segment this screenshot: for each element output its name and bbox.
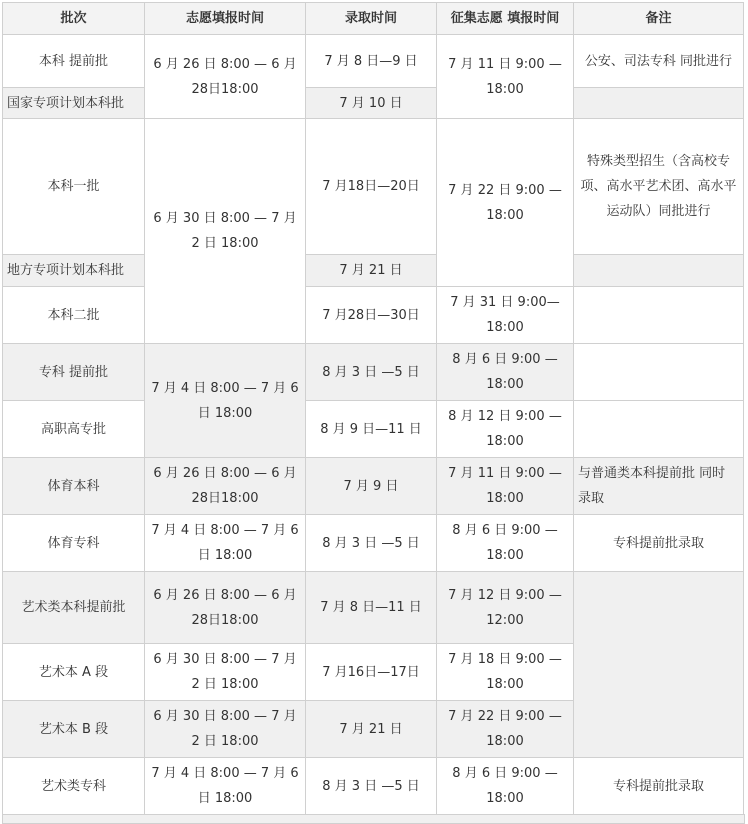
collect-time-cell: 8 月 6 日 9:00 — 18:00 — [436, 343, 574, 401]
fill-time-cell: 7 月 4 日 8:00 — 7 月 6 日 18:00 — [144, 343, 306, 458]
note-cell-empty — [573, 254, 744, 287]
admit-time-cell: 7 月 10 日 — [305, 87, 437, 119]
table-row-partial — [2, 814, 745, 824]
collect-time-cell: 8 月 6 日 9:00 — 18:00 — [436, 514, 574, 572]
admit-time-cell: 7 月 21 日 — [305, 700, 437, 758]
collect-time-cell: 7 月 18 日 9:00 — 18:00 — [436, 643, 574, 701]
fill-time-cell: 6 月 30 日 8:00 — 7 月 2 日 18:00 — [144, 700, 306, 758]
admit-time-cell: 8 月 3 日 —5 日 — [305, 343, 437, 401]
batch-cell: 体育本科 — [2, 457, 145, 515]
batch-cell: 本科 提前批 — [2, 34, 145, 88]
note-cell-empty — [573, 87, 744, 119]
collect-time-cell: 7 月 22 日 9:00 — 18:00 — [436, 700, 574, 758]
batch-cell: 本科一批 — [2, 118, 145, 255]
batch-cell: 国家专项计划本科批 — [2, 87, 145, 119]
fill-time-cell: 7 月 4 日 8:00 — 7 月 6 日 18:00 — [144, 757, 306, 815]
batch-cell: 艺术本 B 段 — [2, 700, 145, 758]
admit-time-cell: 7 月16日—17日 — [305, 643, 437, 701]
fill-time-cell: 6 月 30 日 8:00 — 7 月 2 日 18:00 — [144, 118, 306, 344]
batch-cell: 高职高专批 — [2, 400, 145, 458]
batch-cell: 艺术类专科 — [2, 757, 145, 815]
fill-time-cell: 6 月 26 日 8:00 — 6 月 28日18:00 — [144, 34, 306, 119]
note-cell: 专科提前批录取 — [573, 514, 744, 572]
admit-time-cell: 7 月 8 日—11 日 — [305, 571, 437, 644]
fill-time-cell: 6 月 30 日 8:00 — 7 月 2 日 18:00 — [144, 643, 306, 701]
admit-time-cell: 7 月18日—20日 — [305, 118, 437, 255]
collect-time-cell: 8 月 6 日 9:00 — 18:00 — [436, 757, 574, 815]
header-note: 备注 — [573, 2, 744, 35]
admit-time-cell: 8 月 3 日 —5 日 — [305, 514, 437, 572]
fill-time-cell: 7 月 4 日 8:00 — 7 月 6 日 18:00 — [144, 514, 306, 572]
batch-cell: 艺术本 A 段 — [2, 643, 145, 701]
admit-time-cell: 7 月 8 日—9 日 — [305, 34, 437, 88]
collect-time-cell: 7 月 12 日 9:00 — 12:00 — [436, 571, 574, 644]
admission-schedule-table — [3, 3, 745, 821]
collect-time-cell: 7 月 31 日 9:00— 18:00 — [436, 286, 574, 344]
note-cell: 与普通类本科提前批 同时录取 — [573, 457, 744, 515]
header-fill-time: 志愿填报时间 — [144, 2, 306, 35]
admit-time-cell: 7 月 9 日 — [305, 457, 437, 515]
admit-time-cell: 7 月 21 日 — [305, 254, 437, 287]
fill-time-cell: 6 月 26 日 8:00 — 6 月 28日18:00 — [144, 457, 306, 515]
admit-time-cell: 8 月 9 日—11 日 — [305, 400, 437, 458]
note-cell-empty — [573, 571, 744, 758]
note-cell: 特殊类型招生（含高校专项、高水平艺术团、高水平运动队）同批进行 — [573, 118, 744, 255]
batch-cell: 本科二批 — [2, 286, 145, 344]
admit-time-cell: 8 月 3 日 —5 日 — [305, 757, 437, 815]
note-cell: 公安、司法专科 同批进行 — [573, 34, 744, 88]
collect-time-cell: 8 月 12 日 9:00 — 18:00 — [436, 400, 574, 458]
batch-cell: 专科 提前批 — [2, 343, 145, 401]
admit-time-cell: 7 月28日—30日 — [305, 286, 437, 344]
note-cell-empty — [573, 286, 744, 344]
collect-time-cell: 7 月 11 日 9:00 — 18:00 — [436, 457, 574, 515]
collect-time-cell: 7 月 11 日 9:00 — 18:00 — [436, 34, 574, 119]
collect-time-cell: 7 月 22 日 9:00 — 18:00 — [436, 118, 574, 287]
fill-time-cell: 6 月 26 日 8:00 — 6 月 28日18:00 — [144, 571, 306, 644]
header-admit-time: 录取时间 — [305, 2, 437, 35]
batch-cell: 体育专科 — [2, 514, 145, 572]
note-cell: 专科提前批录取 — [573, 757, 744, 815]
batch-cell: 艺术类本科提前批 — [2, 571, 145, 644]
header-batch: 批次 — [2, 2, 145, 35]
header-collect-time: 征集志愿 填报时间 — [436, 2, 574, 35]
note-cell-empty — [573, 400, 744, 458]
batch-cell: 地方专项计划本科批 — [2, 254, 145, 287]
note-cell-empty — [573, 343, 744, 401]
